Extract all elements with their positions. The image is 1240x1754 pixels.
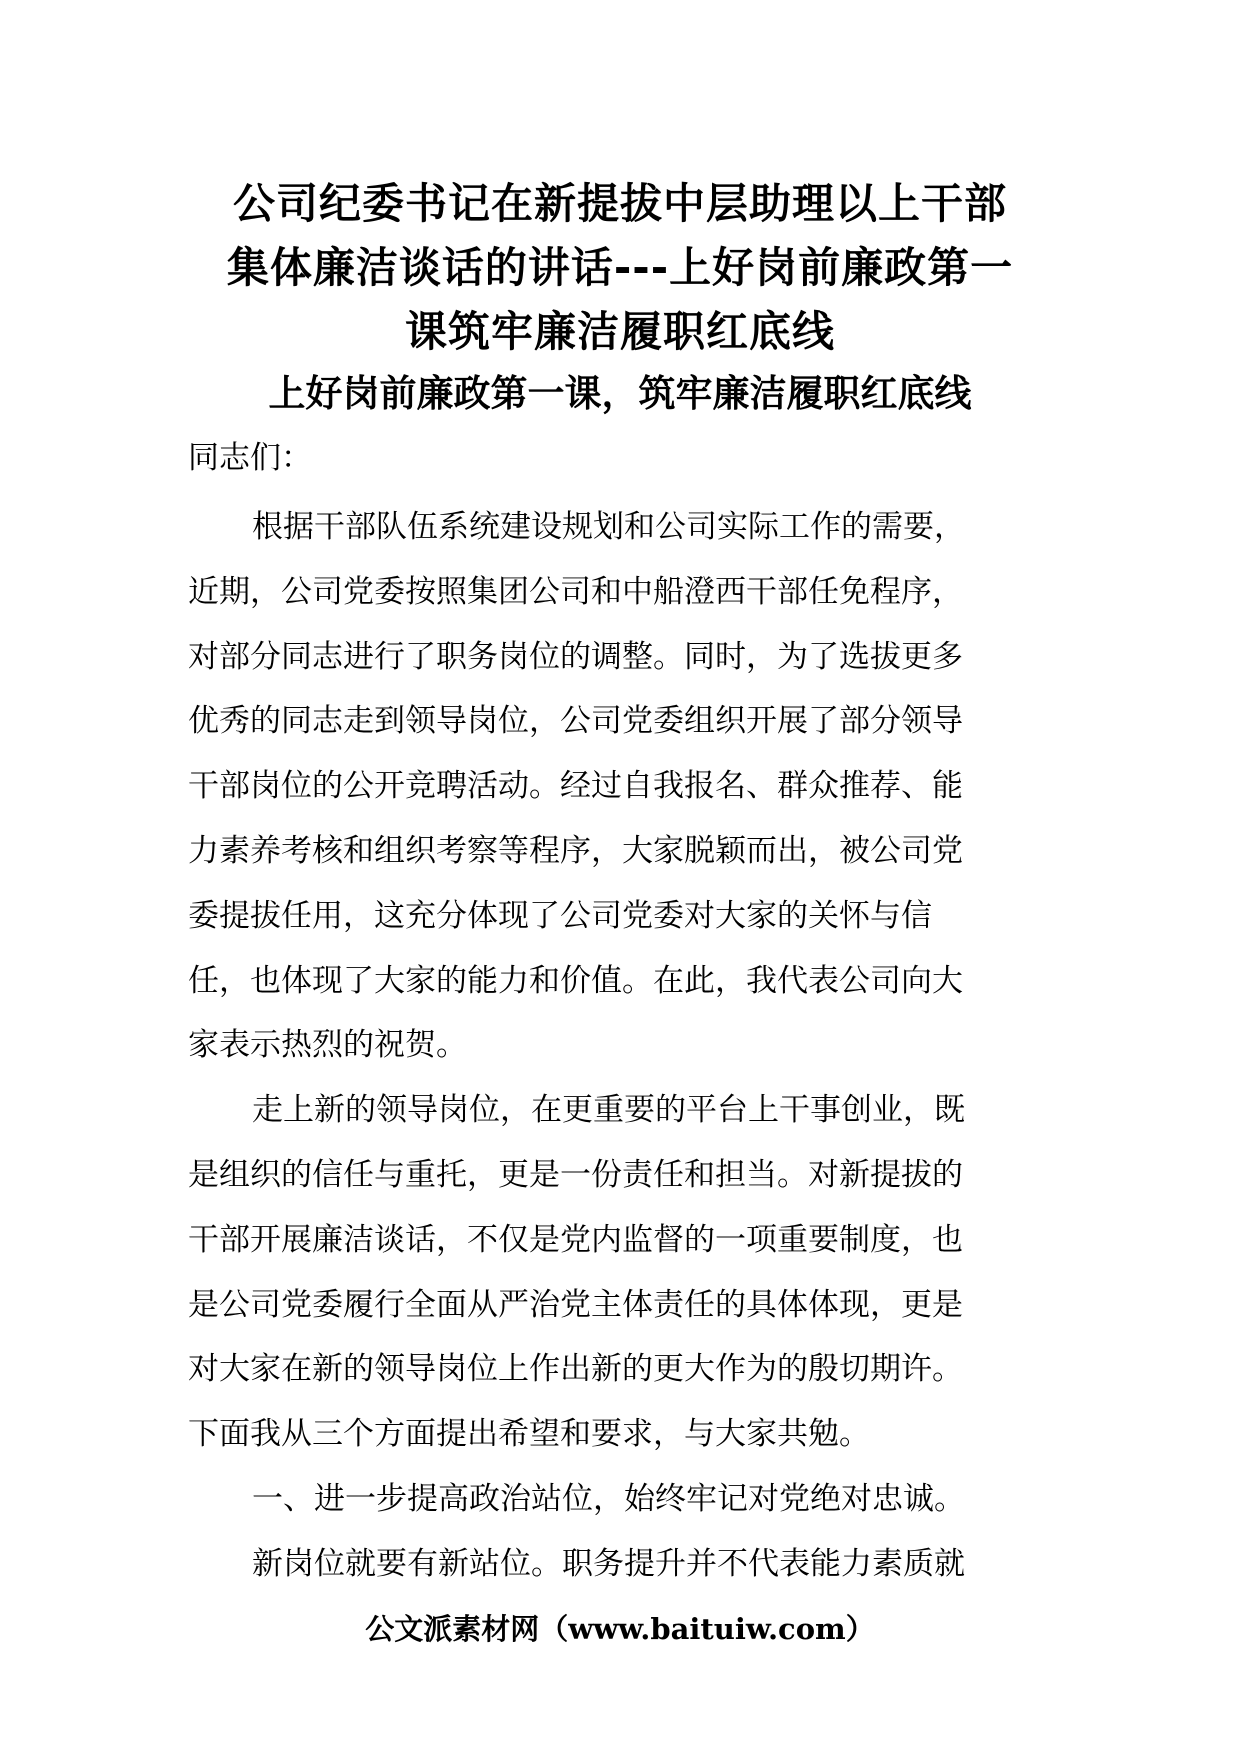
title-line: 集体廉洁谈话的讲话---上好岗前廉政第一 [226, 243, 1014, 292]
title-line: 课筑牢廉洁履职红底线 [404, 307, 835, 356]
paragraph-line: 优秀的同志走到领导岗位，公司党委组织开展了部分领导 [188, 703, 963, 740]
title-line: 公司纪委书记在新提拔中层助理以上干部 [232, 179, 1007, 228]
paragraph-line: 是公司党委履行全面从严治党主体责任的具体体现，更是 [188, 1286, 963, 1323]
source-footer: 公文派素材网（www.baituiw.com） [365, 1612, 875, 1646]
paragraph-line: 干部岗位的公开竞聘活动。经过自我报名、群众推荐、能 [188, 768, 963, 805]
paragraph-line: 根据干部队伍系统建设规划和公司实际工作的需要， [252, 509, 965, 545]
paragraph-purpose [188, 1078, 1058, 1467]
section-heading-line: 一、进一步提高政治站位，始终牢记对党绝对忠诚。 [252, 1480, 965, 1517]
paragraph-line: 新岗位就要有新站位。职务提升并不代表能力素质就 [252, 1545, 965, 1582]
paragraph-line: 干部开展廉洁谈话，不仅是党内监督的一项重要制度，也 [188, 1221, 963, 1258]
paragraph-section-1 [188, 1532, 1058, 1597]
section-heading-1 [188, 1467, 1058, 1532]
paragraph-line: 下面我从三个方面提出希望和要求，与大家共勉。 [188, 1416, 870, 1453]
paragraph-line: 家表示热烈的祝贺。 [188, 1027, 467, 1064]
paragraph-line: 对大家在新的领导岗位上作出新的更大作为的殷切期许。 [188, 1351, 963, 1388]
salutation: 同志们： [188, 440, 312, 476]
paragraph-line: 近期，公司党委按照集团公司和中船澄西干部任免程序， [188, 573, 963, 610]
paragraph-line: 是组织的信任与重托，更是一份责任和担当。对新提拔的 [188, 1156, 963, 1193]
paragraph-line: 力素养考核和组织考察等程序，大家脱颖而出，被公司党 [188, 832, 963, 869]
paragraph-line: 任，也体现了大家的能力和价值。在此，我代表公司向大 [188, 962, 963, 999]
document-title [150, 172, 1090, 364]
paragraph-line: 委提拔任用，这充分体现了公司党委对大家的关怀与信 [188, 897, 932, 934]
paragraph-intro [188, 495, 1058, 1078]
document-subtitle: 上好岗前廉政第一课，筑牢廉洁履职红底线 [268, 372, 972, 415]
paragraph-line: 走上新的领导岗位，在更重要的平台上干事创业，既 [252, 1092, 965, 1129]
paragraph-line: 对部分同志进行了职务岗位的调整。同时，为了选拔更多 [188, 638, 963, 675]
document-body [188, 495, 1058, 1597]
